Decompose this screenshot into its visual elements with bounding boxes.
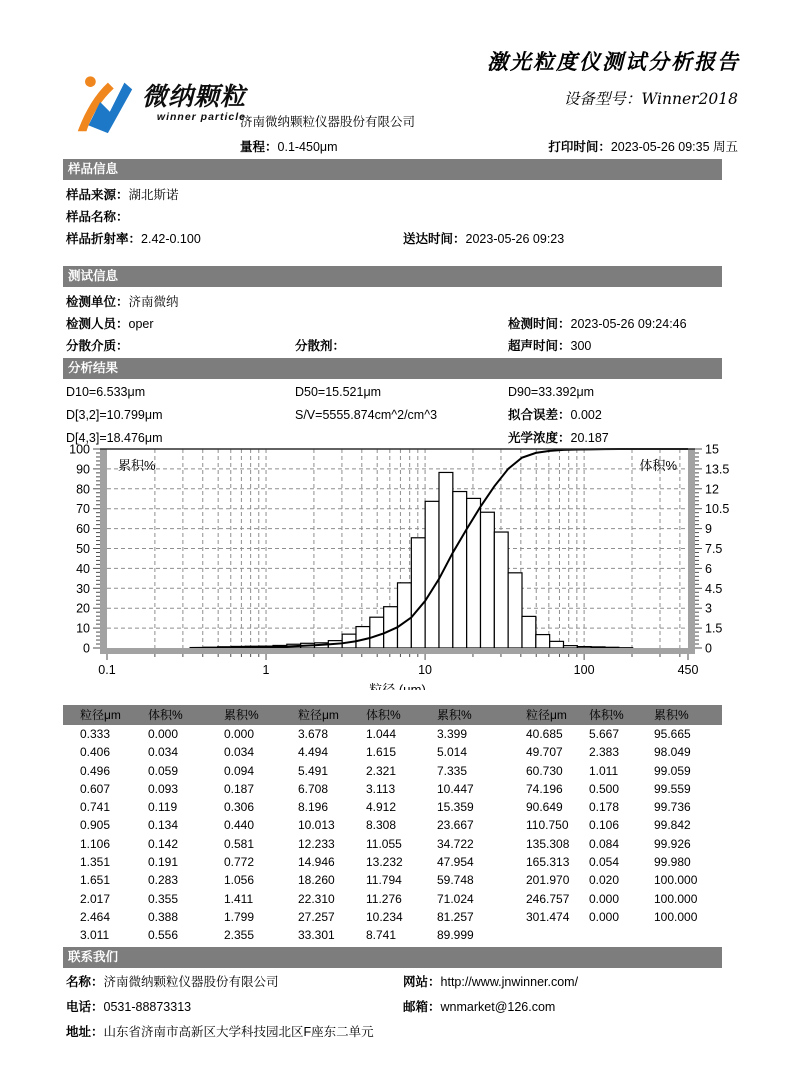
- logo-english-name: winner particle: [156, 111, 247, 123]
- field-value: 2023-05-26 09:24:46: [570, 317, 687, 331]
- table-cell: 0.905: [80, 818, 111, 833]
- table-row: [63, 926, 722, 944]
- table-cell: 5.014: [437, 745, 468, 760]
- table-row: [63, 816, 722, 834]
- field-label: 检测时间：: [508, 317, 571, 331]
- table-cell: 0.093: [148, 781, 179, 796]
- field-dispersant: [295, 338, 345, 354]
- field-value: 山东省济南市高新区大学科技园北区F座东二单元: [103, 1025, 374, 1039]
- field-value: 2023-05-26 09:35 周五: [610, 140, 738, 154]
- histogram-bar: [411, 538, 425, 648]
- field-label: 地址：: [66, 1025, 104, 1039]
- x-tick-label: 1: [262, 663, 270, 677]
- distribution-table: [63, 705, 722, 945]
- table-cell: 11.794: [366, 873, 402, 888]
- table-cell: 0.106: [589, 818, 620, 833]
- table-cell: 1.651: [80, 873, 111, 888]
- table-cell: 246.757: [526, 891, 570, 906]
- table-cell: 0.119: [148, 800, 178, 815]
- table-cell: 13.232: [366, 855, 403, 870]
- table-row: [63, 890, 722, 908]
- x-tick-label: 100: [573, 663, 595, 677]
- right-tick-label: 12: [705, 482, 719, 497]
- table-cell: 2.464: [80, 909, 111, 924]
- table-cell: 2.355: [224, 928, 255, 943]
- field-value: 300: [570, 339, 592, 353]
- right-axis: [688, 449, 695, 648]
- right-tick-label: 4.5: [705, 581, 723, 596]
- column-header: 体积%: [366, 708, 401, 722]
- table-cell: 201.970: [526, 873, 570, 888]
- table-cell: 8.741: [366, 928, 397, 943]
- table-cell: 15.359: [437, 800, 474, 815]
- field-value: 20.187: [570, 431, 609, 445]
- table-cell: 0.741: [80, 800, 111, 815]
- column-header: 体积%: [589, 708, 624, 722]
- field-value: wnmarket@126.com: [440, 1000, 556, 1014]
- histogram-bar: [536, 635, 550, 648]
- histogram-bar: [605, 647, 619, 648]
- left-tick-label: 10: [76, 621, 90, 636]
- website-link[interactable]: http://www.jnwinner.com/: [440, 975, 579, 989]
- field-value: 0531-88873313: [103, 1000, 192, 1014]
- table-cell: 34.722: [437, 836, 474, 851]
- field-address: [66, 1024, 374, 1040]
- table-cell: 0.000: [224, 727, 255, 741]
- column-header: 累积%: [224, 708, 259, 722]
- field-label: 样品名称：: [66, 210, 129, 224]
- table-cell: 0.440: [224, 818, 255, 833]
- right-tick-label: 9: [705, 522, 712, 537]
- table-cell: 6.708: [298, 781, 329, 796]
- table-cell: 11.276: [366, 891, 402, 906]
- winner-particle-logo-icon: [70, 72, 138, 136]
- value-d32: D[3,2]=10.799μm: [66, 408, 163, 422]
- column-header: 粒径μm: [80, 708, 121, 722]
- histogram-bar: [550, 641, 564, 648]
- x-tick-label: 10: [418, 663, 433, 677]
- field-website: [403, 974, 578, 990]
- table-cell: 18.260: [298, 873, 335, 888]
- histogram-bar: [370, 617, 384, 648]
- table-cell: 110.750: [526, 818, 569, 833]
- table-row: [63, 908, 722, 926]
- table-cell: 0.406: [80, 745, 111, 760]
- table-cell: 3.399: [437, 727, 468, 741]
- field-fit-error: [508, 407, 602, 423]
- histogram-bar: [577, 647, 591, 648]
- left-tick-label: 90: [76, 462, 90, 477]
- field-operator: [66, 316, 154, 332]
- table-body: [63, 725, 722, 945]
- field-label: 邮箱：: [403, 1000, 441, 1014]
- histogram-bar: [563, 646, 577, 648]
- logo-chinese-name: 微纳颗粒: [142, 83, 247, 111]
- left-tick-label: 20: [76, 601, 90, 616]
- table-cell: 14.946: [298, 855, 335, 870]
- table-cell: 1.411: [224, 891, 254, 906]
- company-name: 济南微纳颗粒仪器股份有限公司: [240, 115, 416, 129]
- value-d43: D[4,3]=18.476μm: [66, 431, 163, 445]
- table-cell: 60.730: [526, 763, 563, 778]
- table-cell: 0.607: [80, 781, 111, 796]
- table-cell: 301.474: [526, 909, 570, 924]
- table-cell: 1.056: [224, 873, 255, 888]
- table-cell: 23.667: [437, 818, 474, 833]
- table-cell: 0.000: [148, 727, 179, 741]
- table-cell: 0.034: [148, 745, 179, 760]
- report-title: 激光粒度仪测试分析报告: [487, 49, 740, 74]
- table-cell: 100.000: [654, 873, 698, 888]
- histogram-bar: [453, 492, 467, 648]
- section-contact-us: 联系我们: [63, 947, 722, 968]
- table-cell: 74.196: [526, 781, 563, 796]
- table-row: [63, 780, 722, 798]
- table-cell: 0.388: [148, 909, 179, 924]
- table-cell: 1.011: [589, 763, 619, 778]
- section-analysis-results: 分析结果: [63, 358, 722, 379]
- table-cell: 100.000: [654, 909, 698, 924]
- histogram-bar: [508, 573, 522, 648]
- field-refractive-index: [66, 231, 201, 247]
- table-cell: 10.447: [437, 781, 474, 796]
- right-tick-label: 6: [705, 561, 712, 576]
- table-cell: 0.556: [148, 928, 179, 943]
- field-label: 拟合误差：: [508, 408, 571, 422]
- table-cell: 81.257: [437, 909, 474, 924]
- table-cell: 2.321: [366, 763, 397, 778]
- x-tick-label: 0.1: [98, 663, 116, 677]
- right-tick-label: 13.5: [705, 462, 730, 477]
- table-cell: 3.113: [366, 781, 396, 796]
- column-header: 粒径μm: [298, 708, 339, 722]
- histogram-bar: [494, 532, 508, 648]
- histogram-bar: [356, 627, 370, 648]
- column-header: 累积%: [654, 708, 689, 722]
- table-cell: 10.234: [366, 909, 403, 924]
- table-cell: 0.496: [80, 763, 111, 778]
- left-tick-label: 30: [76, 581, 90, 596]
- table-cell: 8.196: [298, 800, 329, 815]
- table-cell: 1.044: [366, 727, 397, 741]
- table-cell: 2.383: [589, 745, 620, 760]
- table-cell: 0.355: [148, 891, 179, 906]
- column-header: 粒径μm: [526, 708, 567, 722]
- table-cell: 0.134: [148, 818, 179, 833]
- field-value: 济南微纳: [128, 295, 179, 309]
- table-cell: 4.912: [366, 800, 397, 815]
- field-value: 济南微纳颗粒仪器股份有限公司: [103, 975, 279, 989]
- field-delivery-time: [403, 231, 564, 247]
- table-cell: 1.799: [224, 909, 255, 924]
- table-cell: 100.000: [654, 891, 698, 906]
- left-axis-title: 累积%: [118, 458, 156, 473]
- field-contact-name: [66, 974, 279, 990]
- table-cell: 99.980: [654, 855, 691, 870]
- table-row: [63, 725, 722, 743]
- histogram-bar: [425, 501, 439, 648]
- left-tick-label: 60: [76, 522, 90, 537]
- table-cell: 22.310: [298, 891, 335, 906]
- device-model-label: 设备型号：: [563, 90, 642, 108]
- table-row: [63, 743, 722, 761]
- table-cell: 0.020: [589, 873, 620, 888]
- field-label: 电话：: [66, 1000, 104, 1014]
- histogram-bar: [467, 498, 481, 648]
- table-cell: 0.306: [224, 800, 255, 815]
- value-d10: D10=6.533μm: [66, 385, 146, 399]
- value-d90: D90=33.392μm: [508, 385, 595, 399]
- table-cell: 4.494: [298, 745, 329, 760]
- table-cell: 3.678: [298, 727, 329, 741]
- table-cell: 0.333: [80, 727, 111, 741]
- table-cell: [526, 926, 589, 944]
- field-value: 2.42-0.100: [141, 232, 201, 246]
- field-test-unit: [66, 294, 179, 310]
- field-label: 分散介质：: [66, 339, 129, 353]
- x-axis: [100, 648, 695, 654]
- logo-text: [142, 85, 246, 123]
- field-label: 网站：: [403, 975, 441, 989]
- right-tick-label: 7.5: [705, 542, 723, 556]
- field-label: 分散剂：: [295, 339, 346, 353]
- table-cell: 135.308: [526, 836, 570, 851]
- table-cell: 3.011: [80, 928, 110, 943]
- field-label: 光学浓度：: [508, 431, 571, 445]
- histogram-bar: [439, 472, 453, 648]
- histogram-bar: [481, 512, 495, 648]
- field-phone: [66, 999, 191, 1015]
- column-header: 累积%: [437, 708, 472, 722]
- table-cell: 1.615: [366, 745, 397, 760]
- particle-size-distribution-chart: [60, 440, 740, 690]
- right-tick-label: 15: [705, 442, 719, 457]
- section-sample-info: 样品信息: [63, 159, 722, 180]
- left-axis: [100, 449, 107, 648]
- table-cell: 99.559: [654, 781, 691, 796]
- value-sv: S/V=5555.874cm^2/cm^3: [295, 408, 438, 422]
- table-cell: 0.191: [148, 855, 179, 870]
- right-tick-label: 1.5: [705, 621, 723, 636]
- field-label: 样品折射率：: [66, 232, 142, 246]
- table-cell: 0.059: [148, 763, 179, 778]
- table-cell: 12.233: [298, 836, 335, 851]
- table-cell: 0.084: [589, 836, 620, 851]
- left-tick-label: 70: [76, 502, 90, 517]
- field-email: [403, 999, 555, 1015]
- field-print-time: [548, 139, 738, 155]
- table-cell: 0.772: [224, 855, 255, 870]
- table-cell: 98.049: [654, 745, 691, 760]
- table-cell: 99.926: [654, 836, 691, 851]
- left-tick-label: 40: [76, 561, 90, 576]
- table-cell: 99.842: [654, 818, 691, 833]
- field-label: 送达时间：: [403, 232, 466, 246]
- table-cell: [589, 926, 654, 944]
- table-cell: 40.685: [526, 727, 563, 741]
- field-label: 检测人员：: [66, 317, 129, 331]
- field-range: [240, 139, 338, 155]
- table-cell: 8.308: [366, 818, 397, 833]
- table-cell: 5.667: [589, 727, 620, 741]
- table-cell: 0.500: [589, 781, 620, 796]
- table-row: [63, 798, 722, 816]
- right-tick-label: 3: [705, 601, 712, 616]
- table-cell: 1.106: [80, 836, 111, 851]
- field-value: 2023-05-26 09:23: [465, 232, 565, 246]
- table-cell: 0.178: [589, 800, 620, 815]
- table-row: [63, 762, 722, 780]
- table-cell: 165.313: [526, 855, 570, 870]
- section-test-info: 测试信息: [63, 266, 722, 287]
- table-cell: 27.257: [298, 909, 335, 924]
- field-label: 名称：: [66, 975, 104, 989]
- table-cell: 10.013: [298, 818, 335, 833]
- left-tick-label: 50: [76, 542, 90, 556]
- right-axis-title: 体积%: [639, 458, 677, 473]
- histogram-bar: [397, 583, 411, 648]
- field-label: 样品来源：: [66, 188, 129, 202]
- table-cell: 0.142: [148, 836, 179, 851]
- device-model-value: Winner2018: [641, 90, 738, 108]
- table-row: [63, 871, 722, 889]
- logo: [70, 72, 246, 136]
- table-cell: 49.707: [526, 745, 563, 760]
- table-cell: [654, 926, 722, 944]
- table-cell: 0.187: [224, 781, 255, 796]
- left-tick-label: 100: [69, 442, 90, 457]
- field-sample-source: [66, 187, 179, 203]
- table-cell: 99.736: [654, 800, 691, 815]
- table-cell: 11.055: [366, 836, 402, 851]
- table-cell: 33.301: [298, 928, 335, 943]
- left-tick-label: 0: [83, 641, 90, 656]
- table-cell: 95.665: [654, 727, 691, 741]
- table-row: [63, 835, 722, 853]
- table-cell: 2.017: [80, 891, 111, 906]
- field-label: 打印时间：: [548, 140, 611, 154]
- table-cell: 90.649: [526, 800, 563, 815]
- table-cell: 0.034: [224, 745, 255, 760]
- table-cell: 1.351: [80, 855, 111, 870]
- device-model: [564, 87, 738, 109]
- histogram-bar: [522, 616, 536, 648]
- field-value: 0.1-450μm: [277, 140, 338, 154]
- table-row: [63, 853, 722, 871]
- table-cell: 0.283: [148, 873, 179, 888]
- field-dispersion-medium: [66, 338, 129, 354]
- x-axis-title: 粒径 (μm): [369, 682, 426, 690]
- x-tick-label: 450: [677, 663, 699, 677]
- table-cell: 47.954: [437, 855, 474, 870]
- histogram-bar: [591, 647, 605, 648]
- field-ultrasonic-time: [508, 338, 591, 354]
- chart-canvas: [60, 440, 740, 690]
- field-test-time: [508, 316, 687, 332]
- table-cell: 71.024: [437, 891, 474, 906]
- table-cell: 0.581: [224, 836, 255, 851]
- table-cell: 0.054: [589, 855, 620, 870]
- field-value: 湖北斯诺: [128, 188, 179, 202]
- field-value: 0.002: [570, 408, 602, 422]
- table-cell: 0.000: [589, 891, 620, 906]
- field-label: 超声时间：: [508, 339, 571, 353]
- field-label: 检测单位：: [66, 295, 129, 309]
- table-cell: 99.059: [654, 763, 691, 778]
- field-value: oper: [128, 317, 154, 331]
- field-label: 量程：: [240, 140, 278, 154]
- left-tick-label: 80: [76, 482, 90, 497]
- table-cell: 59.748: [437, 873, 474, 888]
- table-cell: 0.000: [589, 909, 620, 924]
- value-d50: D50=15.521μm: [295, 385, 382, 399]
- table-cell: 89.999: [437, 928, 474, 943]
- right-tick-label: 10.5: [705, 502, 730, 517]
- table-cell: 0.094: [224, 763, 255, 778]
- table-header-row: [63, 705, 722, 725]
- table-cell: 7.335: [437, 763, 468, 778]
- column-header: 体积%: [148, 708, 183, 722]
- right-tick-label: 0: [705, 641, 712, 656]
- field-sample-name: [66, 209, 129, 225]
- table-cell: 5.491: [298, 763, 329, 778]
